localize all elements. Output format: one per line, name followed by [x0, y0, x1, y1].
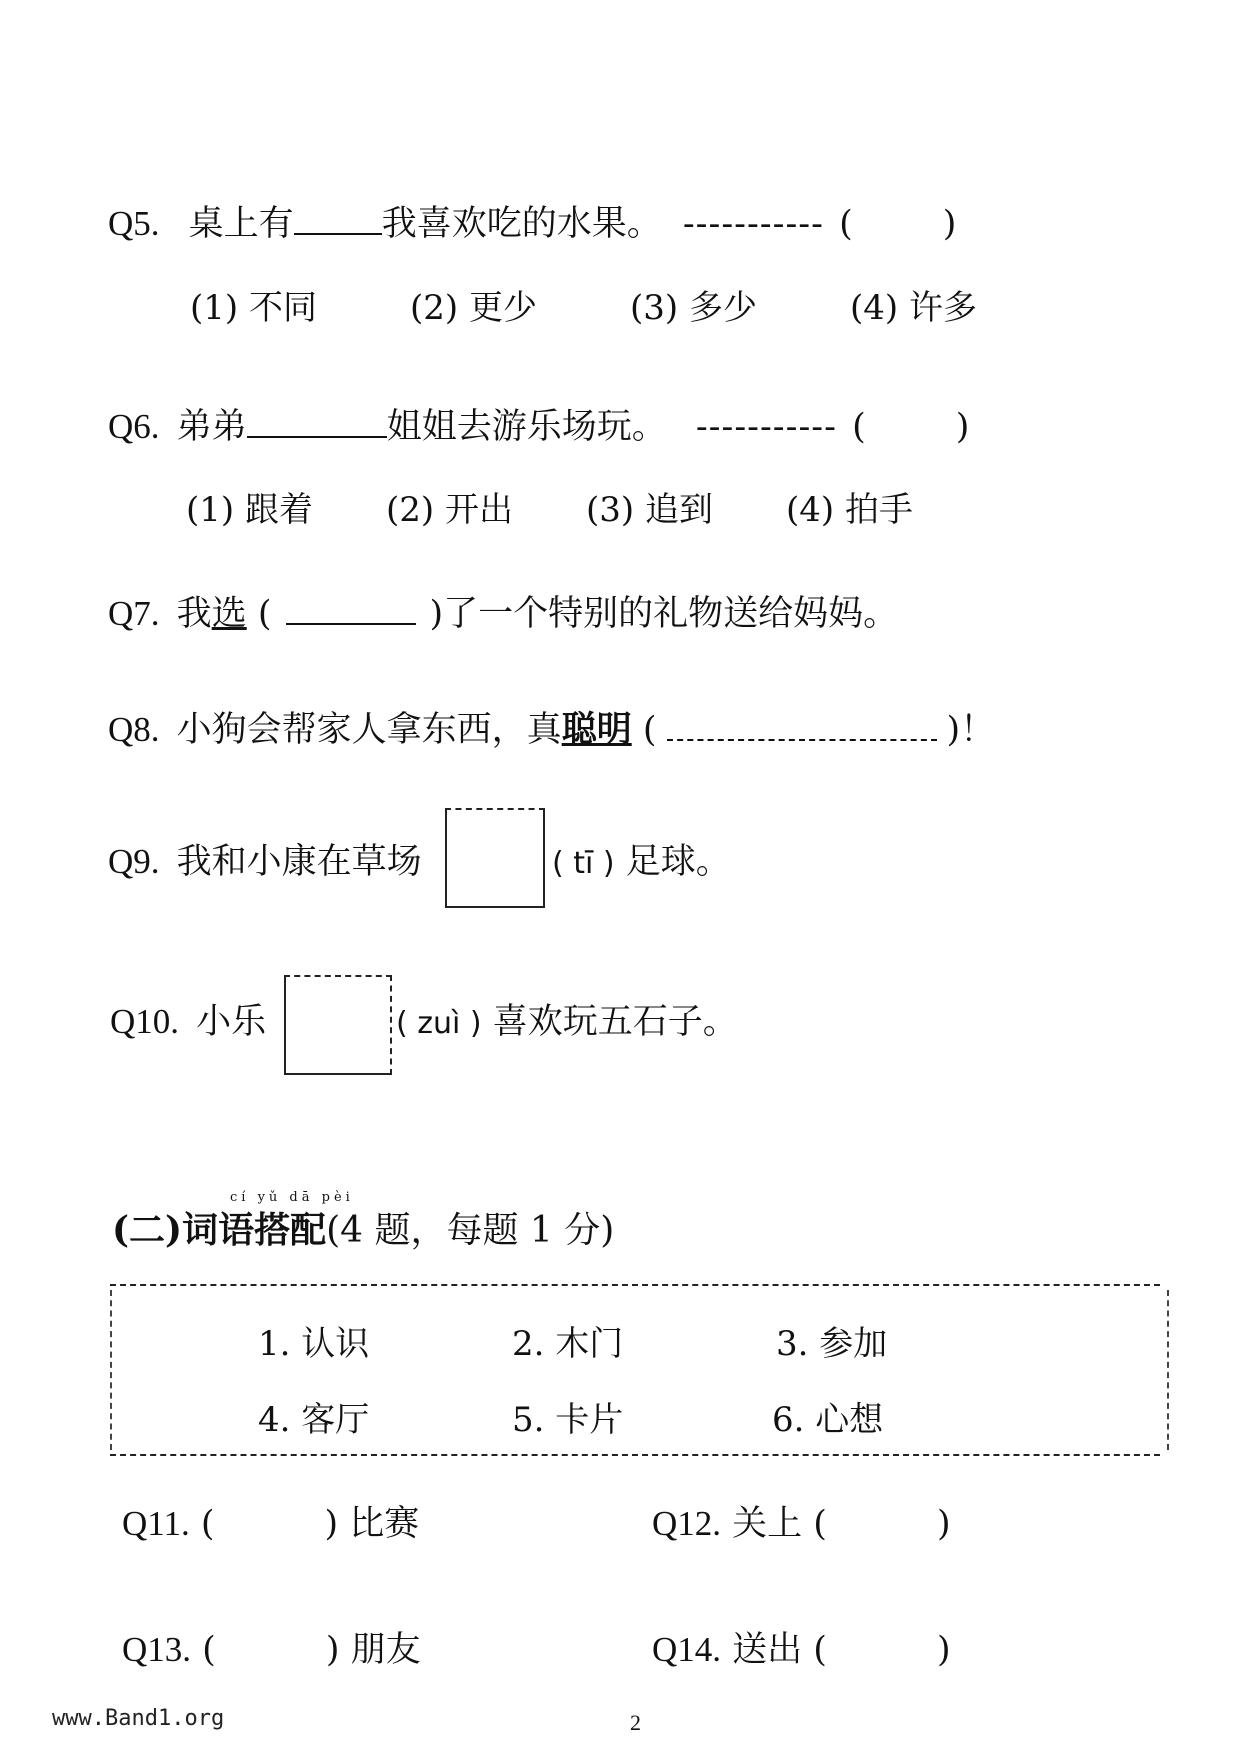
word-bank-item: 1. 认识 [258, 1324, 370, 1364]
question-text-before: 小狗会帮家人拿东西，真 [176, 710, 562, 750]
question-q6 [108, 405, 969, 449]
question-q10-tail [396, 1000, 738, 1046]
wordbank-top-border [110, 1284, 1160, 1286]
match-text-after: ) 比赛 [324, 1504, 420, 1544]
word-bank-item: 6. 心想 [772, 1400, 884, 1440]
word-bank-item: 3. 参加 [776, 1324, 888, 1364]
question-text-after: 了一个特别的礼物送给妈妈。 [443, 594, 899, 634]
match-q12 [652, 1502, 951, 1546]
options-q6 [186, 488, 936, 532]
option[interactable]: (3) 多少 [630, 288, 757, 328]
answer-slot[interactable] [827, 1659, 937, 1661]
question-text-before: 我 [176, 594, 212, 634]
option[interactable]: (2) 开出 [386, 490, 513, 530]
answer-slot[interactable] [827, 1533, 937, 1535]
question-q10 [110, 1000, 266, 1044]
section-note: (4 题，每题 1 分) [326, 1210, 615, 1251]
match-text-before: ( [202, 1630, 216, 1670]
section-number: (二) [112, 1209, 183, 1251]
match-q14 [652, 1628, 951, 1672]
section-heading [112, 1208, 614, 1253]
question-q9 [108, 840, 422, 884]
answer-blank[interactable] [294, 233, 382, 235]
question-number: Q14. [652, 1630, 722, 1669]
answer-blank[interactable] [286, 623, 416, 625]
question-number: Q13. [122, 1630, 192, 1669]
word-bank [110, 1290, 1169, 1450]
question-number: Q11. [122, 1504, 190, 1543]
question-text-after: 喜欢玩五石子。 [492, 1002, 738, 1042]
pinyin-hint: ( tī ) [552, 846, 615, 881]
answer-blank[interactable] [247, 436, 387, 438]
answer-paren-open: ( [852, 407, 866, 447]
option[interactable]: (1) 跟着 [186, 490, 313, 530]
options-q5 [190, 286, 1010, 330]
option[interactable]: (3) 追到 [586, 490, 713, 530]
question-q5 [108, 202, 956, 246]
dash-leader: ----------- [682, 204, 824, 244]
section-pinyin: cí yǔ dā pèi [230, 1190, 354, 1205]
section-title: 词语搭配 [182, 1209, 327, 1251]
match-text-after: ) [936, 1630, 951, 1670]
underlined-word: 选 [211, 594, 247, 634]
question-text-after: 足球。 [625, 842, 731, 882]
character-write-box[interactable] [445, 808, 545, 908]
question-number: Q6. [108, 407, 160, 446]
question-text-after: 姐姐去游乐场玩。 [386, 407, 667, 447]
match-q13 [122, 1628, 421, 1672]
character-write-box[interactable] [284, 975, 392, 1075]
answer-paren-open: ( [257, 594, 272, 634]
answer-slot[interactable] [866, 436, 956, 438]
question-text-before: 小乐 [196, 1002, 267, 1042]
match-text-after: ) [936, 1504, 951, 1544]
question-number: Q8. [108, 710, 160, 749]
answer-paren-close: ) [955, 407, 970, 447]
match-text-before: 关上 ( [732, 1504, 827, 1544]
page-number: 2 [630, 1710, 641, 1735]
question-text-before: 弟弟 [176, 407, 247, 447]
question-text-before: 我和小康在草场 [176, 842, 422, 882]
question-number: Q12. [652, 1504, 722, 1543]
word-bank-item: 2. 木门 [512, 1324, 624, 1364]
answer-paren-close: ) [429, 594, 444, 634]
word-bank-item: 5. 卡片 [512, 1400, 624, 1440]
question-number: Q10. [110, 1002, 180, 1041]
answer-slot[interactable] [216, 1659, 326, 1661]
option[interactable]: (1) 不同 [190, 288, 317, 328]
question-q7 [108, 592, 898, 636]
answer-paren-close: ) [942, 204, 957, 244]
match-text-before: ( [200, 1504, 215, 1544]
option[interactable]: (4) 许多 [850, 288, 977, 328]
question-q9-tail [552, 840, 731, 886]
question-number: Q7. [108, 594, 160, 633]
question-text-before: 桌上有 [188, 204, 294, 244]
question-text-after: 我喜欢吃的水果。 [381, 204, 662, 244]
match-text-after: ) 朋友 [325, 1630, 421, 1670]
dash-leader: ----------- [695, 407, 837, 447]
answer-slot[interactable] [853, 233, 943, 235]
pinyin-hint: ( zuì ) [396, 1006, 482, 1041]
question-number: Q9. [108, 842, 160, 881]
wordbank-bottom-border [110, 1454, 1160, 1456]
option[interactable]: (4) 拍手 [786, 490, 913, 530]
answer-slot[interactable] [215, 1533, 325, 1535]
answer-paren-close: )！ [946, 710, 996, 750]
answer-paren-open: ( [839, 204, 853, 244]
answer-paren-open: ( [642, 710, 657, 750]
match-text-before: 送出 ( [732, 1630, 827, 1670]
word-bank-item: 4. 客厅 [258, 1400, 370, 1440]
question-number: Q5. [108, 204, 160, 243]
footer-url: www.Band1.org [52, 1706, 225, 1731]
answer-blank[interactable] [667, 739, 937, 741]
underlined-word: 聪明 [561, 709, 632, 750]
option[interactable]: (2) 更少 [410, 288, 537, 328]
question-q8 [108, 708, 995, 752]
match-q11 [122, 1502, 419, 1546]
